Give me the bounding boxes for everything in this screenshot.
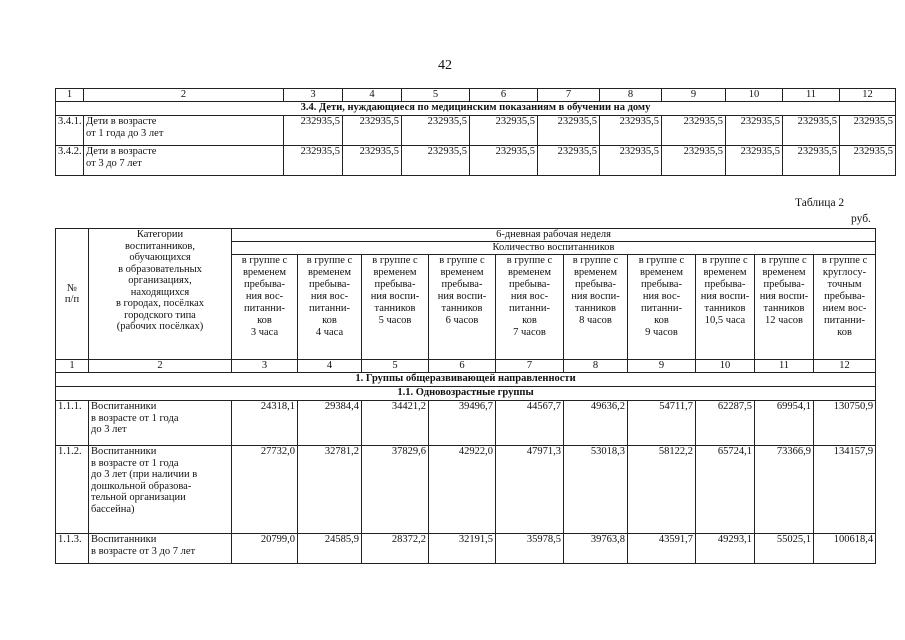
column-number: 11 bbox=[783, 89, 840, 102]
value-cell: 37829,6 bbox=[362, 446, 429, 534]
table-row bbox=[56, 401, 876, 446]
column-number: 3 bbox=[284, 89, 343, 102]
value-cell: 232935,5 bbox=[840, 146, 896, 176]
value-cell: 39763,8 bbox=[564, 534, 628, 564]
column-number: 4 bbox=[298, 360, 362, 373]
value-cell: 232935,5 bbox=[538, 116, 600, 146]
value-cell: 20799,0 bbox=[232, 534, 298, 564]
table-row bbox=[56, 116, 896, 146]
value-cell: 232935,5 bbox=[470, 116, 538, 146]
value-cell: 100618,4 bbox=[814, 534, 876, 564]
column-number-row bbox=[56, 360, 876, 373]
value-cell: 73366,9 bbox=[755, 446, 814, 534]
row-label: Дети в возрасте от 3 до 7 лет bbox=[84, 146, 284, 176]
value-cell: 232935,5 bbox=[726, 146, 783, 176]
value-cell: 69954,1 bbox=[755, 401, 814, 446]
row-number: 1.1.3. bbox=[56, 534, 89, 564]
value-cell: 32781,2 bbox=[298, 446, 362, 534]
subsection-row bbox=[56, 387, 876, 401]
group-header: в группе с временем пребыва- ния вос- питанни- ков 4 часа bbox=[298, 255, 362, 360]
row-number: 1.1.2. bbox=[56, 446, 89, 534]
value-cell: 65724,1 bbox=[696, 446, 755, 534]
value-cell: 44567,7 bbox=[496, 401, 564, 446]
page-number: 42 bbox=[438, 58, 452, 73]
value-cell: 232935,5 bbox=[840, 116, 896, 146]
value-cell: 29384,4 bbox=[298, 401, 362, 446]
table-row bbox=[56, 446, 876, 534]
value-cell: 62287,5 bbox=[696, 401, 755, 446]
row-number: 3.4.2. bbox=[56, 146, 84, 176]
group-header: в группе с временем пребыва- ния воспи- танников 6 часов bbox=[429, 255, 496, 360]
value-cell: 232935,5 bbox=[726, 116, 783, 146]
value-cell: 232935,5 bbox=[402, 116, 470, 146]
column-number: 6 bbox=[429, 360, 496, 373]
header-categories: Категории воспитанников, обучающихся в образовательных организациях, находящихся в городах, посёлках городского типа (рабочих посёлках) bbox=[89, 229, 232, 360]
value-cell: 232935,5 bbox=[343, 146, 402, 176]
value-cell: 232935,5 bbox=[600, 146, 662, 176]
row-number: 1.1.1. bbox=[56, 401, 89, 446]
unit-label: руб. bbox=[851, 213, 871, 225]
value-cell: 32191,5 bbox=[429, 534, 496, 564]
header-count: Количество воспитанников bbox=[232, 242, 876, 255]
column-number: 9 bbox=[628, 360, 696, 373]
column-number: 10 bbox=[726, 89, 783, 102]
group-header: в группе с временем пребыва- ния вос- питанни- ков 3 часа bbox=[232, 255, 298, 360]
column-number: 12 bbox=[840, 89, 896, 102]
table-row bbox=[56, 146, 896, 176]
column-number-row bbox=[56, 89, 896, 102]
column-number: 2 bbox=[84, 89, 284, 102]
row-label: Воспитанники в возрасте от 3 до 7 лет bbox=[89, 534, 232, 564]
value-cell: 232935,5 bbox=[284, 146, 343, 176]
value-cell: 232935,5 bbox=[538, 146, 600, 176]
value-cell: 42922,0 bbox=[429, 446, 496, 534]
value-cell: 24318,1 bbox=[232, 401, 298, 446]
table-continuation bbox=[55, 88, 896, 176]
column-number: 10 bbox=[696, 360, 755, 373]
group-header: в группе с временем пребыва- ния вос- питанни- ков 9 часов bbox=[628, 255, 696, 360]
group-header: в группе с временем пребыва- ния вос- питанни- ков 7 часов bbox=[496, 255, 564, 360]
header-row-1 bbox=[56, 229, 876, 242]
group-header: в группе с круглосу- точным пребыва- нием вос- питанни- ков bbox=[814, 255, 876, 360]
value-cell: 232935,5 bbox=[402, 146, 470, 176]
column-number: 11 bbox=[755, 360, 814, 373]
value-cell: 232935,5 bbox=[284, 116, 343, 146]
row-number: 3.4.1. bbox=[56, 116, 84, 146]
section-row bbox=[56, 373, 876, 387]
column-number: 3 bbox=[232, 360, 298, 373]
value-cell: 54711,7 bbox=[628, 401, 696, 446]
value-cell: 232935,5 bbox=[662, 146, 726, 176]
section-row bbox=[56, 102, 896, 116]
value-cell: 232935,5 bbox=[600, 116, 662, 146]
table-caption: Таблица 2 bbox=[795, 197, 845, 209]
value-cell: 27732,0 bbox=[232, 446, 298, 534]
column-number: 5 bbox=[362, 360, 429, 373]
value-cell: 47971,3 bbox=[496, 446, 564, 534]
section-title: 1. Группы общеразвивающей направленности bbox=[56, 373, 876, 387]
column-number: 8 bbox=[564, 360, 628, 373]
value-cell: 35978,5 bbox=[496, 534, 564, 564]
table-row bbox=[56, 534, 876, 564]
group-header: в группе с временем пребыва- ния воспи- танников 8 часов bbox=[564, 255, 628, 360]
value-cell: 28372,2 bbox=[362, 534, 429, 564]
value-cell: 232935,5 bbox=[470, 146, 538, 176]
column-number: 7 bbox=[496, 360, 564, 373]
column-number: 12 bbox=[814, 360, 876, 373]
column-number: 8 bbox=[600, 89, 662, 102]
value-cell: 24585,9 bbox=[298, 534, 362, 564]
row-label: Дети в возрасте от 1 года до 3 лет bbox=[84, 116, 284, 146]
value-cell: 49636,2 bbox=[564, 401, 628, 446]
group-header: в группе с временем пребыва- ния воспи- танников 10,5 часа bbox=[696, 255, 755, 360]
group-header: в группе с временем пребыва- ния воспи- танников 5 часов bbox=[362, 255, 429, 360]
header-number: № п/п bbox=[56, 229, 89, 360]
column-number: 2 bbox=[89, 360, 232, 373]
value-cell: 58122,2 bbox=[628, 446, 696, 534]
header-week: 6-дневная рабочая неделя bbox=[232, 229, 876, 242]
column-number: 4 bbox=[343, 89, 402, 102]
column-number: 9 bbox=[662, 89, 726, 102]
subsection-title: 1.1. Одновозрастные группы bbox=[56, 387, 876, 401]
column-number: 1 bbox=[56, 89, 84, 102]
value-cell: 232935,5 bbox=[783, 116, 840, 146]
column-number: 7 bbox=[538, 89, 600, 102]
value-cell: 55025,1 bbox=[755, 534, 814, 564]
value-cell: 53018,3 bbox=[564, 446, 628, 534]
table-2 bbox=[55, 228, 876, 564]
value-cell: 43591,7 bbox=[628, 534, 696, 564]
value-cell: 232935,5 bbox=[662, 116, 726, 146]
value-cell: 232935,5 bbox=[343, 116, 402, 146]
value-cell: 130750,9 bbox=[814, 401, 876, 446]
value-cell: 232935,5 bbox=[783, 146, 840, 176]
section-title: 3.4. Дети, нуждающиеся по медицинским показаниям в обучении на дому bbox=[56, 102, 896, 116]
group-header: в группе с временем пребыва- ния воспи- танников 12 часов bbox=[755, 255, 814, 360]
value-cell: 134157,9 bbox=[814, 446, 876, 534]
value-cell: 39496,7 bbox=[429, 401, 496, 446]
column-number: 5 bbox=[402, 89, 470, 102]
column-number: 1 bbox=[56, 360, 89, 373]
value-cell: 34421,2 bbox=[362, 401, 429, 446]
row-label: Воспитанники в возрасте от 1 года до 3 лет (при наличии в дошкольной образова- тельной организации бассейна) bbox=[89, 446, 232, 534]
row-label: Воспитанники в возрасте от 1 года до 3 лет bbox=[89, 401, 232, 446]
column-number: 6 bbox=[470, 89, 538, 102]
value-cell: 49293,1 bbox=[696, 534, 755, 564]
